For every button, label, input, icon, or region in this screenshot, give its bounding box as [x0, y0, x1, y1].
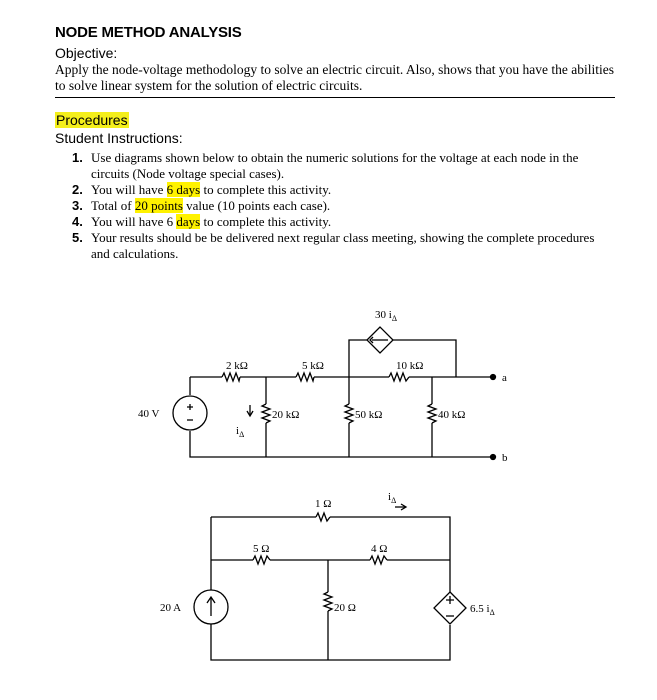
- resistor-20-ohm: [324, 592, 332, 611]
- list-item: 1. Use diagrams shown below to obtain the numeric solutions for the voltage at each node in the circuits (Node voltage special cases).: [72, 150, 579, 181]
- r5-label: 50 kΩ: [355, 409, 383, 421]
- circuit-1: [173, 327, 492, 457]
- current-label: $i_\Delta$: [236, 425, 245, 439]
- voltage-source-icon: [173, 396, 207, 430]
- r-right-label: 4 Ω: [371, 543, 388, 555]
- highlight: days: [176, 214, 201, 229]
- r-top-label: 1 Ω: [315, 498, 332, 510]
- isource-label: 20 A: [160, 602, 182, 614]
- circuit-2: [194, 504, 466, 660]
- list-item: 3. Total of 20 points value (10 points each case).: [72, 198, 331, 213]
- r4-label: 20 kΩ: [272, 409, 300, 421]
- resistor-20k: [262, 404, 270, 423]
- current-label: $i_\Delta$: [388, 491, 397, 505]
- resistor-5k: [296, 373, 314, 381]
- resistor-1-ohm: [316, 513, 330, 521]
- objective-label: Objective:: [55, 45, 118, 61]
- terminal-a: a: [502, 372, 507, 384]
- r-left-label: 5 Ω: [253, 543, 270, 555]
- procedures-heading: Procedures: [56, 112, 128, 128]
- r2-label: 5 kΩ: [302, 360, 324, 372]
- page-title: NODE METHOD ANALYSIS: [55, 24, 242, 41]
- vsource-label: 40 V: [138, 408, 160, 420]
- list-item: 4. You will have 6 days to complete this activity.: [72, 214, 332, 229]
- resistor-5-ohm: [253, 556, 270, 564]
- resistor-50k: [345, 404, 353, 423]
- r6-label: 40 kΩ: [438, 409, 466, 421]
- terminal-b: b: [502, 452, 508, 464]
- highlight: 20 points: [134, 198, 183, 213]
- resistor-2k: [222, 373, 240, 381]
- resistor-10k: [389, 373, 409, 381]
- r3-label: 10 kΩ: [396, 360, 424, 372]
- dep-source-label: 6.5 $i_\Delta$: [470, 603, 495, 617]
- dep-source-label: 30 $i_\Delta$: [375, 309, 397, 323]
- highlight: 6 days: [166, 182, 201, 197]
- student-instructions-label: Student Instructions:: [55, 130, 183, 146]
- r-mid-label: 20 Ω: [334, 602, 356, 614]
- list-item: 5. Your results should be be delivered next regular class meeting, showing the complete procedures and calculations.: [72, 230, 595, 261]
- resistor-40k: [428, 404, 436, 423]
- objective-text: Apply the node-voltage methodology to solve an electric circuit. Also, shows that you have the abilities to solve linear system for the solution of electric circuits.: [55, 62, 614, 93]
- resistor-4-ohm: [370, 556, 387, 564]
- list-item: 2. You will have 6 days to complete this activity.: [72, 182, 332, 197]
- r1-label: 2 kΩ: [226, 360, 248, 372]
